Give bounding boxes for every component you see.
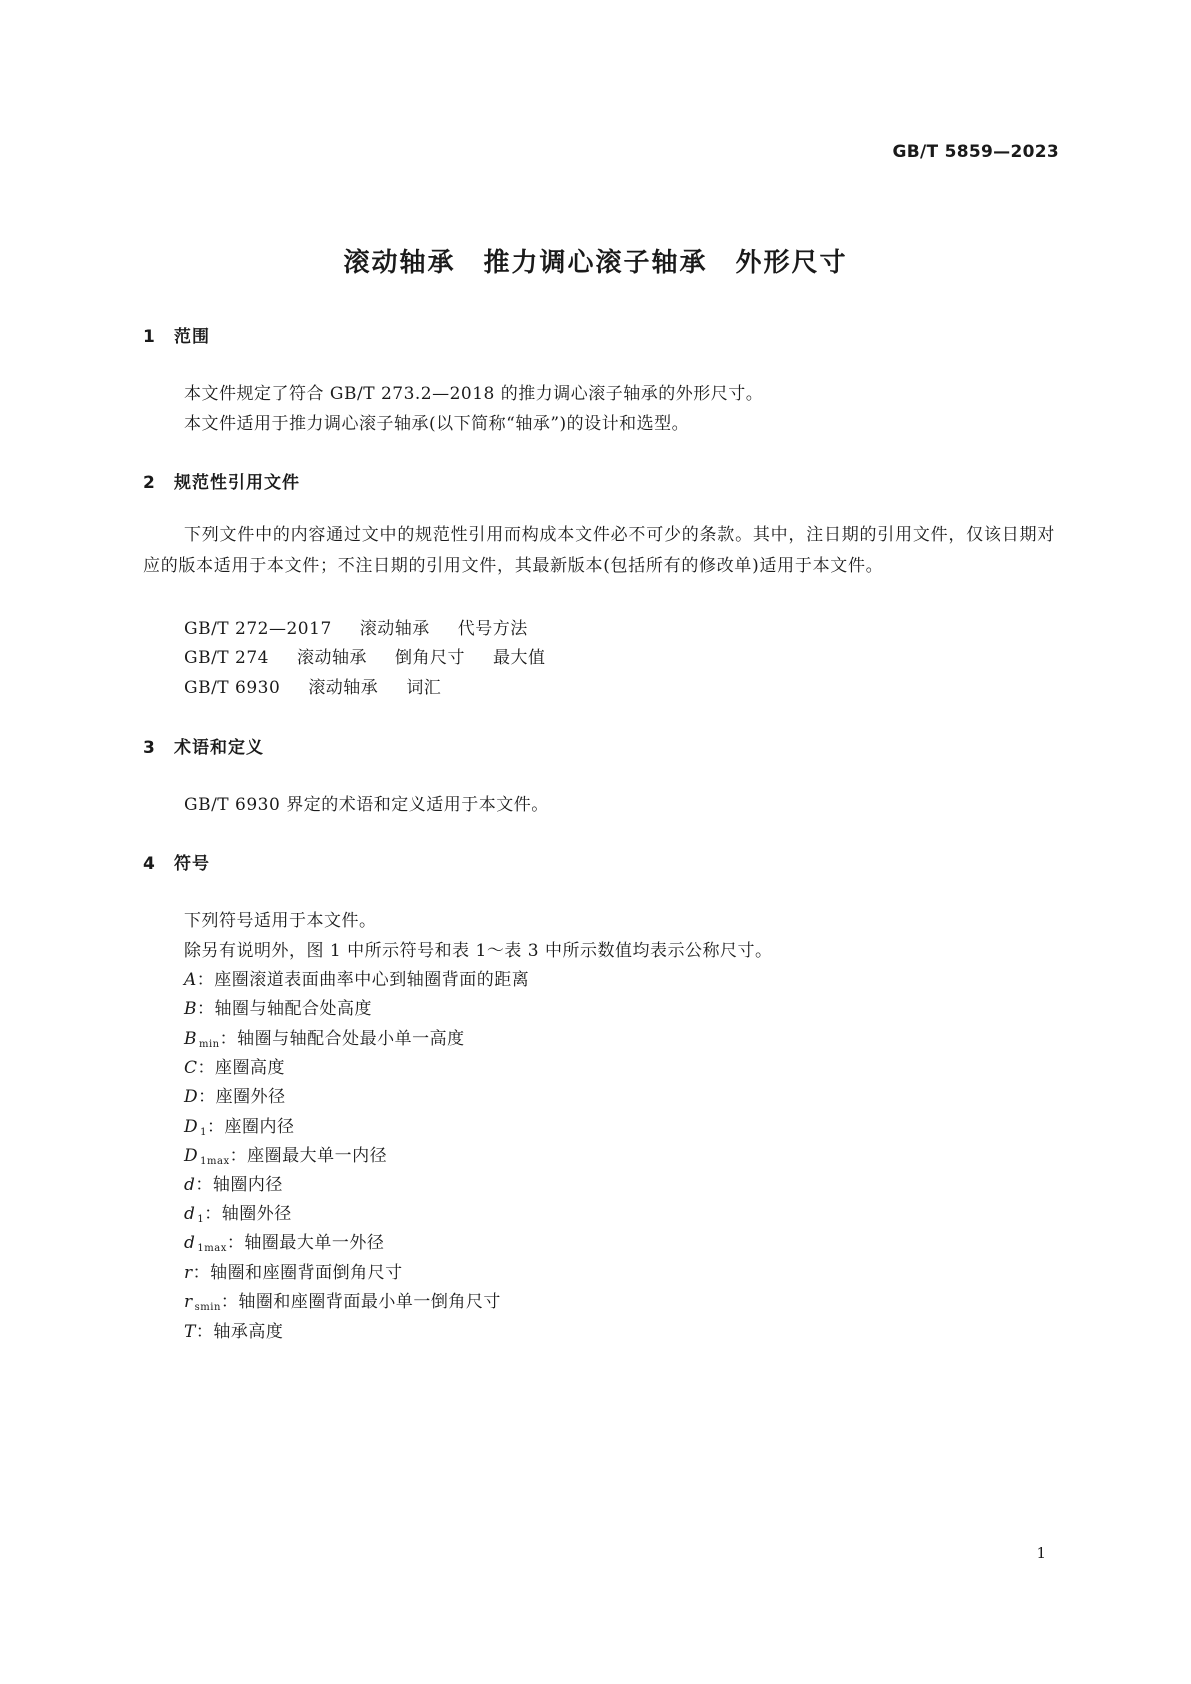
reference-title-part: 滚动轴承 [297, 648, 367, 668]
section-number: 4 [143, 854, 156, 874]
symbol: T [184, 1322, 196, 1342]
symbol: B [184, 999, 197, 1019]
section-number: 2 [143, 473, 156, 493]
section-title: 规范性引用文件 [174, 473, 300, 493]
symbol: d [184, 1233, 196, 1253]
symbol: d [184, 1204, 196, 1224]
symbols-intro-2: 除另有说明外，图 1 中所示符号和表 1～表 3 中所示数值均表示公称尺寸。 [184, 941, 773, 961]
symbol: r [184, 1292, 193, 1312]
section-heading-terms [143, 733, 264, 758]
scope-paragraph-1: 本文件规定了符合 GB/T 273.2—2018 的推力调心滚子轴承的外形尺寸。 [184, 384, 764, 404]
references-intro-paragraph: 下列文件中的内容通过文中的规范性引用而构成本文件必不可少的条款。其中，注日期的引用文件，仅该日期对应的版本适用于本文件；不注日期的引用文件，其最新版本(包括所有的修改单)适用于本文件。 [143, 525, 1055, 576]
symbol-description: ：座圈内径 [207, 1117, 295, 1137]
symbol-description: ：轴圈和座圈背面倒角尺寸 [192, 1263, 403, 1283]
symbol-description: ：座圈最大单一内径 [229, 1146, 388, 1166]
terms-paragraph: GB/T 6930 界定的术语和定义适用于本文件。 [184, 795, 549, 815]
symbol-item [184, 1141, 387, 1167]
symbol-subscript: smin [194, 1302, 221, 1313]
reference-title-part: 最大值 [493, 648, 546, 668]
symbol-subscript: 1 [200, 1127, 208, 1138]
symbol-description: ：轴承高度 [195, 1322, 284, 1342]
symbol-subscript: 1max [197, 1243, 227, 1254]
standard-code: GB/T 5859—2023 [892, 142, 1059, 162]
symbol-description: ：轴圈和座圈背面最小单一倒角尺寸 [220, 1292, 501, 1312]
symbol-item [184, 1317, 283, 1342]
reference-code: GB/T 272—2017 [184, 619, 332, 639]
symbol-subscript: 1 [197, 1214, 205, 1225]
reference-title-part: 词汇 [406, 678, 442, 698]
document-title: 滚动轴承 推力调心滚子轴承 外形尺寸 [343, 248, 848, 278]
section-title: 术语和定义 [174, 738, 264, 758]
symbols-intro-1: 下列符号适用于本文件。 [184, 911, 377, 931]
symbol: B [184, 1029, 197, 1049]
section-heading-scope [143, 322, 210, 347]
section-title: 范围 [174, 327, 210, 347]
symbol: A [184, 970, 197, 990]
reference-title-part: 倒角尺寸 [395, 648, 465, 668]
symbol-item [184, 994, 372, 1019]
symbol-description: ：座圈滚道表面曲率中心到轴圈背面的距离 [196, 970, 530, 990]
symbol-description: ：轴圈外径 [204, 1204, 292, 1224]
symbol-item [184, 1112, 295, 1138]
reference-title-part: 滚动轴承 [359, 619, 430, 639]
symbol-description: ：轴圈内径 [195, 1175, 283, 1195]
symbol-description: ：座圈外径 [198, 1087, 286, 1107]
section-heading-normative-references [143, 468, 300, 493]
symbol-item [184, 1082, 286, 1107]
symbol-description: ：轴圈与轴配合处最小单一高度 [219, 1029, 465, 1049]
reference-item [184, 614, 528, 639]
scope-paragraph-2: 本文件适用于推力调心滚子轴承(以下简称“轴承”)的设计和选型。 [184, 414, 690, 434]
symbol-description: ：轴圈最大单一外径 [226, 1233, 385, 1253]
symbol-item [184, 1228, 384, 1254]
symbol-description: ：轴圈与轴配合处高度 [197, 999, 372, 1019]
symbol-description: ：座圈高度 [197, 1058, 286, 1078]
symbol-subscript: min [199, 1039, 220, 1050]
page-number: 1 [1036, 1544, 1046, 1562]
reference-title-part: 滚动轴承 [308, 678, 379, 698]
reference-code: GB/T 274 [184, 648, 269, 668]
symbol-item [184, 1053, 285, 1078]
section-title: 符号 [174, 854, 210, 874]
reference-item [184, 643, 546, 668]
symbol-item [184, 1024, 465, 1050]
reference-item [184, 673, 441, 698]
section-number: 3 [143, 738, 156, 758]
section-heading-symbols [143, 849, 210, 874]
symbol-subscript: 1max [200, 1156, 230, 1167]
reference-title-part: 代号方法 [457, 619, 528, 639]
symbol: C [184, 1058, 198, 1078]
reference-code: GB/T 6930 [184, 678, 281, 698]
symbol: r [184, 1263, 193, 1283]
symbol: D [184, 1087, 199, 1107]
section-number: 1 [143, 327, 156, 347]
symbol-item [184, 1170, 283, 1195]
symbol-item [184, 1199, 292, 1225]
symbol: d [184, 1175, 196, 1195]
symbol-item [184, 1258, 403, 1283]
symbol-item [184, 965, 529, 990]
symbol: D [184, 1146, 199, 1166]
symbol-item [184, 1287, 501, 1313]
symbol: D [184, 1117, 199, 1137]
